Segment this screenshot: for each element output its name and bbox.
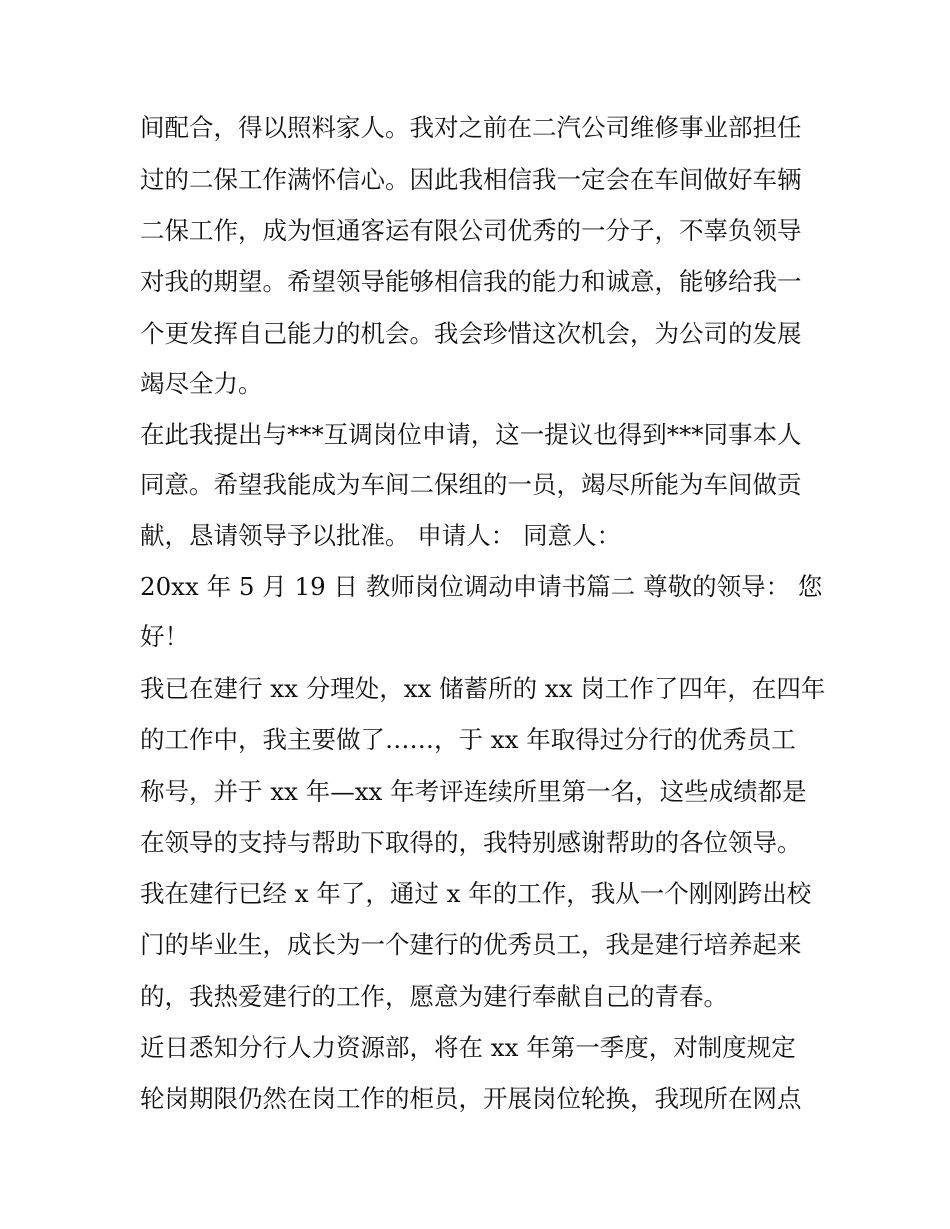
body-text-line: 对我的期望。希望领导能够相信我的能力和诚意，能够给我一 xyxy=(140,267,802,296)
body-text-line: 轮岗期限仍然在岗工作的柜员，开展岗位轮换，我现所在网点 xyxy=(140,1084,802,1113)
body-text-line: 好！ xyxy=(140,622,189,651)
body-text-line: 我已在建行 xx 分理处，xx 储蓄所的 xx 岗工作了四年，在四年 xyxy=(140,674,826,703)
body-text-line: 献，恳请领导予以批准。 申请人： 同意人： xyxy=(140,521,622,550)
body-text-line: 近日悉知分行人力资源部，将在 xx 年第一季度，对制度规定 xyxy=(140,1033,796,1062)
body-text-line: 的工作中，我主要做了……，于 xx 年取得过分行的优秀员工 xyxy=(140,725,796,754)
body-text-line: 过的二保工作满怀信心。因此我相信我一定会在车间做好车辆 xyxy=(140,165,802,194)
body-text-line: 同意。希望我能成为车间二保组的一员，竭尽所能为车间做贡 xyxy=(140,470,802,499)
body-text-line: 个更发挥自己能力的机会。我会珍惜这次机会，为公司的发展 xyxy=(140,319,802,348)
body-text-line: 20xx 年 5 月 19 日 教师岗位调动申请书篇二 尊敬的领导： 您 xyxy=(140,572,823,601)
body-text-line: 的，我热爱建行的工作，愿意为建行奉献自己的青春。 xyxy=(140,982,728,1011)
body-text-line: 在此我提出与***互调岗位申请，这一提议也得到***同事本人 xyxy=(140,420,802,449)
body-text-line: 门的毕业生，成长为一个建行的优秀员工，我是建行培养起来 xyxy=(140,930,802,959)
body-text-line: 称号，并于 xx 年—xx 年考评连续所里第一名，这些成绩都是 xyxy=(140,777,807,806)
body-text-line: 我在建行已经 x 年了，通过 x 年的工作，我从一个刚刚跨出校 xyxy=(140,879,812,908)
body-text-line: 二保工作，成为恒通客运有限公司优秀的一分子，不辜负领导 xyxy=(140,216,802,245)
body-text-line: 在领导的支持与帮助下取得的，我特别感谢帮助的各位领导。 xyxy=(140,828,802,857)
body-text-line: 竭尽全力。 xyxy=(140,369,263,398)
body-text-line: 间配合，得以照料家人。我对之前在二汽公司维修事业部担任 xyxy=(140,113,802,142)
